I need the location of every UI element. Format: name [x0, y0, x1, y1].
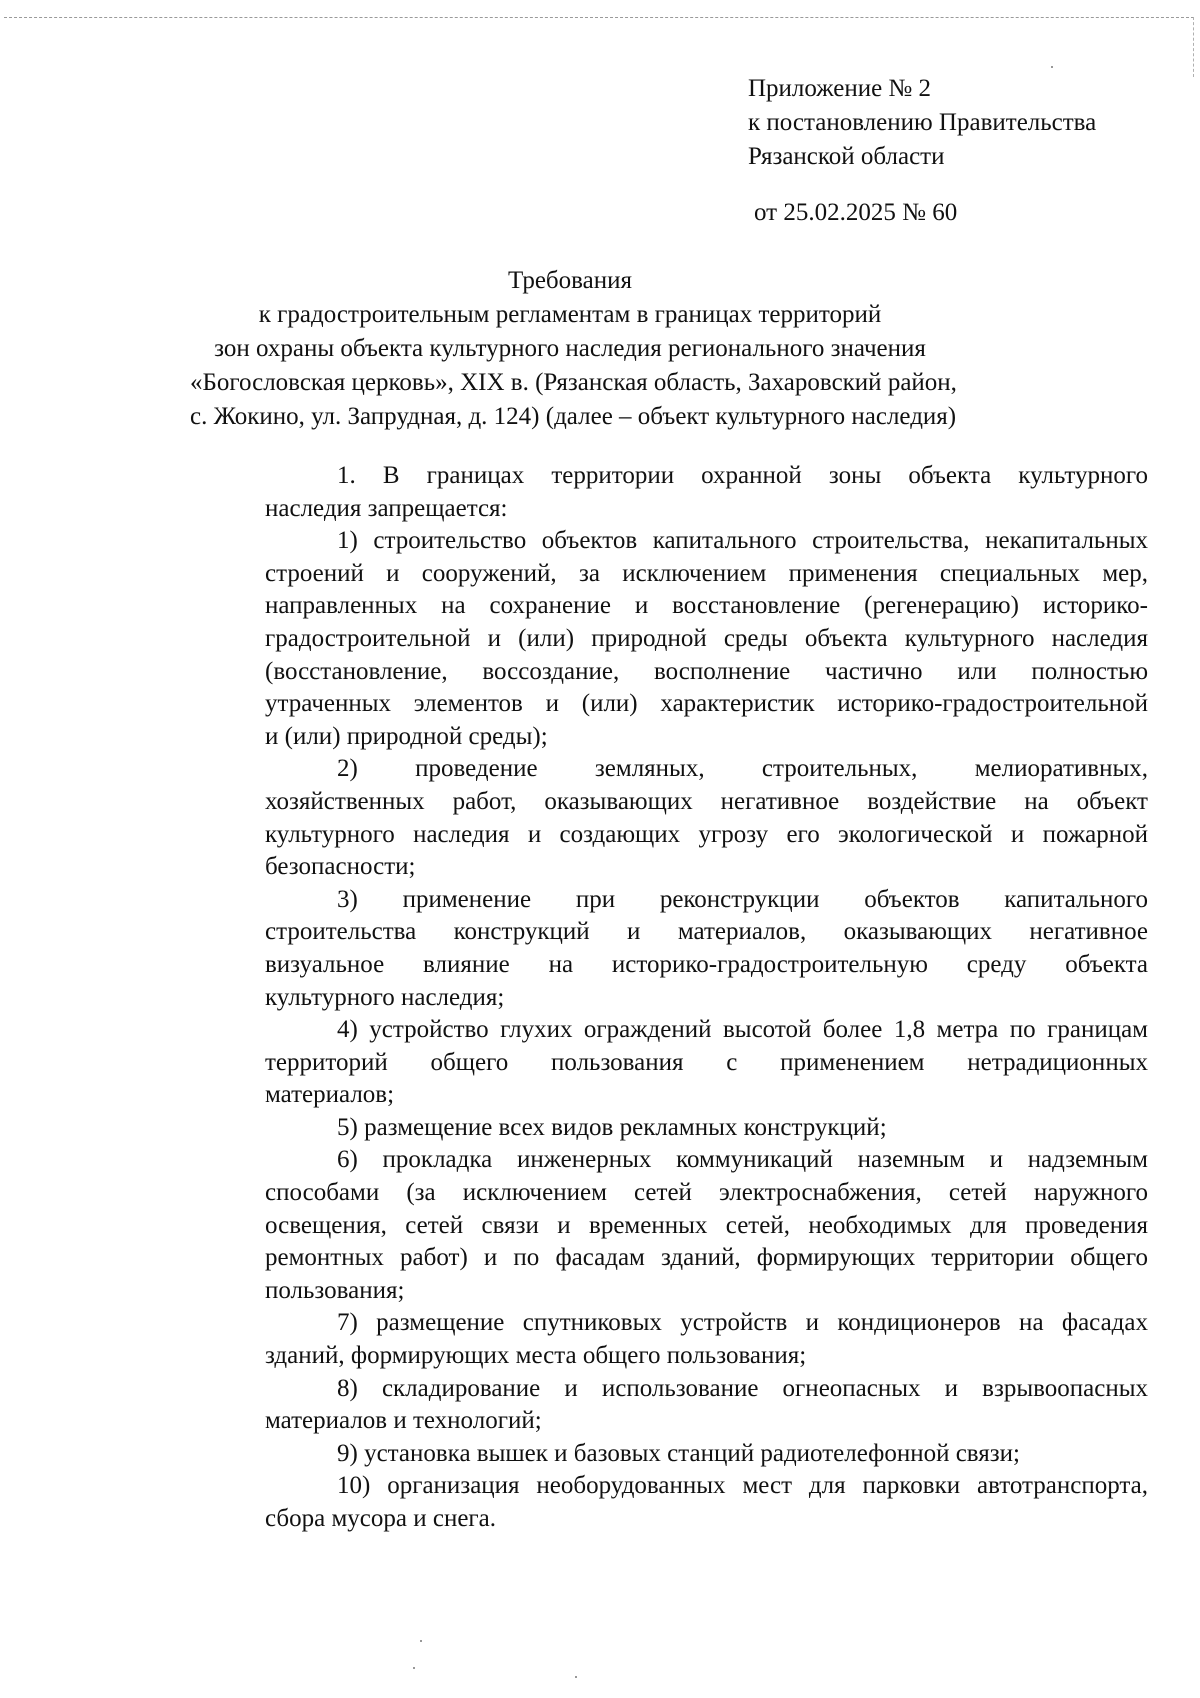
- scan-speck: [575, 1676, 577, 1678]
- text-line: и (или) природной среды);: [265, 722, 548, 750]
- text-line: 1. В границах территории охранной зоны объекта культурного: [337, 462, 1148, 489]
- paragraph-intro: [193, 460, 1148, 525]
- document-body: [193, 460, 1148, 1536]
- text-line: градостроительной и (или) природной среды объекта культурного наследия: [265, 624, 1148, 652]
- text-line: 4) устройство глухих ограждений высотой более 1,8 метра по границам: [337, 1016, 1148, 1044]
- text-line: материалов и технологий;: [265, 1407, 542, 1435]
- text-line: 8) складирование и использование огнеопасных и взрывоопасных: [337, 1374, 1148, 1402]
- list-item: [193, 1112, 1148, 1145]
- text-line: утраченных элементов и (или) характеристик историко-градостроительной: [265, 690, 1148, 718]
- text-line: культурного наследия;: [265, 983, 505, 1011]
- text-line: (восстановление, воссоздание, восполнение частично или полностью: [265, 657, 1148, 685]
- list-item: [193, 525, 1148, 753]
- text-line: 1) строительство объектов капитального строительства, некапитальных: [337, 527, 1148, 555]
- scan-edge-top: [4, 17, 1194, 18]
- text-line: 5) размещение всех видов рекламных конструкций;: [337, 1113, 887, 1141]
- list-item: [193, 884, 1148, 1014]
- text-line: направленных на сохранение и восстановление (регенерацию) историко-: [265, 592, 1148, 620]
- list-item: [193, 753, 1148, 883]
- title-line: Требования: [508, 267, 632, 294]
- scan-speck: [1051, 66, 1053, 68]
- appendix-resolution: к постановлению Правительства: [748, 109, 1097, 136]
- text-line: безопасности;: [265, 853, 416, 881]
- text-line: визуальное влияние на историко-градостроительную среду объекта: [265, 950, 1148, 978]
- text-line: 2) проведение земляных, строительных, мелиоративных,: [337, 755, 1148, 783]
- list-item: [193, 1470, 1148, 1535]
- list-item: [193, 1373, 1148, 1438]
- title-line: к градостроительным регламентам в границах территорий: [258, 301, 882, 328]
- text-line: культурного наследия и создающих угрозу его экологической и пожарной: [265, 820, 1148, 848]
- text-line: строительства конструкций и материалов, оказывающих негативное: [265, 918, 1148, 946]
- text-line: наследия запрещается:: [265, 494, 508, 522]
- text-line: 3) применение при реконструкции объектов капитального: [337, 885, 1148, 913]
- title-line: зон охраны объекта культурного наследия регионального значения: [214, 335, 926, 362]
- text-line: территорий общего пользования с применением нетрадиционных: [265, 1048, 1148, 1076]
- appendix-number: Приложение № 2: [748, 75, 932, 102]
- scan-edge-right: [1193, 17, 1194, 77]
- title-line: с. Жокино, ул. Запрудная, д. 124) (далее – объект культурного наследия): [190, 403, 957, 430]
- text-line: строений и сооружений, за исключением применения специальных мер,: [265, 559, 1148, 587]
- document-title: [190, 264, 957, 434]
- appendix-date-number: от 25.02.2025 № 60: [754, 199, 958, 226]
- list-item: [193, 1307, 1148, 1372]
- text-line: хозяйственных работ, оказывающих негативное воздействие на объект: [265, 787, 1148, 815]
- text-line: 6) прокладка инженерных коммуникаций наземным и надземным: [337, 1146, 1148, 1174]
- list-item: [193, 1144, 1148, 1307]
- text-line: 9) установка вышек и базовых станций радиотелефонной связи;: [337, 1439, 1020, 1467]
- text-line: пользования;: [265, 1276, 405, 1304]
- text-line: сбора мусора и снега.: [265, 1505, 497, 1532]
- text-line: освещения, сетей связи и временных сетей, необходимых для проведения: [265, 1211, 1148, 1239]
- list-item: [193, 1014, 1148, 1112]
- scan-speck: [413, 1667, 415, 1669]
- text-line: 7) размещение спутниковых устройств и кондиционеров на фасадах: [337, 1309, 1148, 1337]
- scan-speck: [420, 1640, 422, 1642]
- text-line: ремонтных работ) и по фасадам зданий, формирующих территории общего: [265, 1244, 1148, 1272]
- text-line: 10) организация необорудованных мест для парковки автотранспорта,: [337, 1472, 1148, 1500]
- text-line: зданий, формирующих места общего пользования;: [265, 1342, 807, 1370]
- text-line: способами (за исключением сетей электроснабжения, сетей наружного: [265, 1179, 1148, 1207]
- appendix-region: Рязанской области: [748, 143, 945, 170]
- text-line: материалов;: [265, 1081, 395, 1109]
- list-item: [193, 1438, 1148, 1471]
- appendix-header: [748, 72, 1096, 230]
- title-line: «Богословская церковь», XIX в. (Рязанская область, Захаровский район,: [190, 369, 957, 396]
